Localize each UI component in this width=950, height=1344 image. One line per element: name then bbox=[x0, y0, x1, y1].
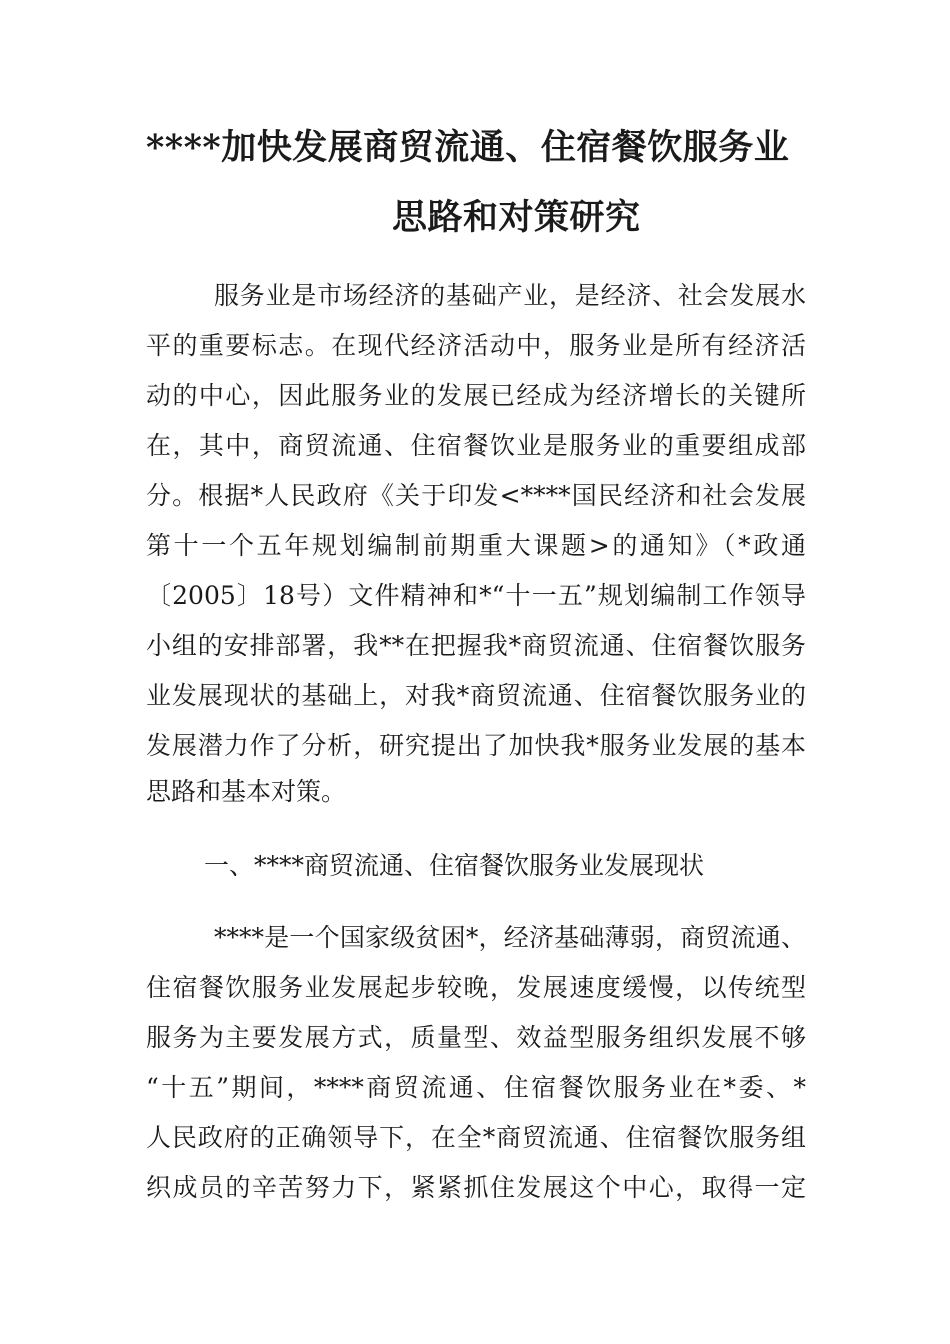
document-title-line-2: 思路和对策研究 bbox=[392, 197, 641, 238]
paragraph-line: 发展潜力作了分析，研究提出了加快我*服务业发展的基本 bbox=[146, 731, 806, 760]
paragraph-line: 第十一个五年规划编制前期重大课题>的通知》（*政通 bbox=[146, 531, 806, 560]
paragraph-line: 住宿餐饮服务业发展起步较晚，发展速度缓慢，以传统型 bbox=[146, 973, 806, 1002]
document-title-line-1: ****加快发展商贸流通、住宿餐饮服务业 bbox=[146, 127, 790, 168]
paragraph-line: 服务业是市场经济的基础产业，是经济、社会发展水 bbox=[214, 281, 806, 310]
paragraph-line: 分。根据*人民政府《关于印发<****国民经济和社会发展 bbox=[146, 481, 806, 510]
paragraph-line: ****是一个国家级贫困*，经济基础薄弱，商贸流通、 bbox=[214, 923, 806, 952]
paragraph-line: 业发展现状的基础上，对我*商贸流通、住宿餐饮服务业的 bbox=[146, 681, 806, 710]
paragraph-line: 服务为主要发展方式，质量型、效益型服务组织发展不够 bbox=[146, 1023, 806, 1052]
paragraph-line: 小组的安排部署，我**在把握我*商贸流通、住宿餐饮服务 bbox=[146, 631, 806, 660]
section-heading: 一、****商贸流通、住宿餐饮服务业发展现状 bbox=[204, 851, 705, 880]
paragraph-line: 〔2005〕18号）文件精神和*“十一五”规划编制工作领导 bbox=[146, 581, 806, 610]
paragraph-line: “十五”期间，****商贸流通、住宿餐饮服务业在*委、* bbox=[146, 1073, 806, 1102]
paragraph-line: 人民政府的正确领导下，在全*商贸流通、住宿餐饮服务组 bbox=[146, 1123, 806, 1152]
paragraph-line: 织成员的辛苦努力下，紧紧抓住发展这个中心，取得一定 bbox=[146, 1173, 806, 1202]
paragraph-line: 平的重要标志。在现代经济活动中，服务业是所有经济活 bbox=[146, 331, 806, 360]
paragraph-line: 在，其中，商贸流通、住宿餐饮业是服务业的重要组成部 bbox=[146, 431, 806, 460]
paragraph-line: 思路和基本对策。 bbox=[146, 777, 347, 806]
paragraph-line: 动的中心，因此服务业的发展已经成为经济增长的关键所 bbox=[146, 381, 806, 410]
